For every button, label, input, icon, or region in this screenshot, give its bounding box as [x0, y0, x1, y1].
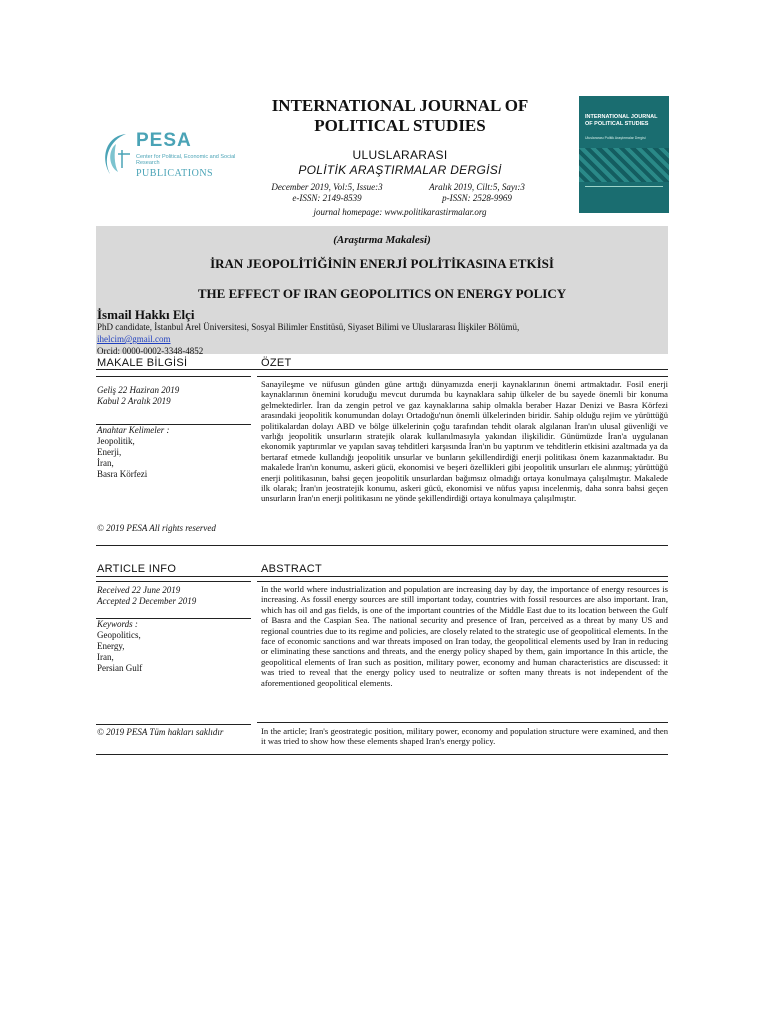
cover-divider — [585, 186, 663, 187]
divider — [96, 724, 251, 725]
article-type: (Araştırma Makalesi) — [333, 234, 431, 246]
logo-subtitle: Center for Political, Economic and Social Research — [136, 154, 236, 166]
ozet-text: Sanayileşme ve nüfusun günden güne arttığı dünyamızda enerji kaynaklarının önemi artmaktadır. Fosil enerji kaynaklarının önemini koruduğu mevcut durumda bu kaynaklara sahip ülkeler de bu sayede önemli bir konuma gelmektedirler. İran da zengin petrol ve gaz kaynaklarına sahip olmakla beraber Hazar Denizi ve Basra Körfezi arasındaki jeopolitik konumundan dolayı Ortadoğu'nun önemli ülkelerinden biridir. Sahip olduğu rejim ve yürüttüğü politikalardan dolayı ABD ve bölge ülkelerinin çoğu tarafından tehdit olarak algılanan İran'ın ulusal güvenliği ve varlığı jeopolitik unsurların stratejik olarak kullanılmasıyla yakından ilişkilidir. Günümüzde İran'a uygulanan ekonomik yaptırımlar ve yapılan savaş tehditleri karşısında İran'ın bu yaptırım ve tehditlerin etkisini azaltmada ya da bertaraf etmede kullandığı jeopolitik unsurlar ve bunların şekillendirdiği enerji politikası önem kazanmaktadır. Bu makalede İran'ın konumu, askeri gücü, ekonomisi ve beşeri özellikleri gibi jeopolitik unsurları ele alınmış; yürüttüğü enerji politikasının, bahsi geçen jeopolitik unsurlardan bağımsız olmadığı ortaya konulmaya çalışılmıştır. Makalede ilk olarak; İran'ın jeostratejik konumu, askeri gücü, ekonomisi ve nüfus yapısı incelenmiş, daha sonra bahsi geçen unsurların İran'ın enerji politikasını ne yönde şekillendirdiği ortaya konulmaya çalışılmıştır. — [261, 379, 668, 504]
keyword: Basra Körfezi — [97, 469, 148, 479]
en-keywords — [97, 619, 257, 674]
divider — [257, 581, 668, 582]
keyword: İran, — [97, 458, 114, 468]
logo-brand: PESA — [136, 130, 192, 151]
article-title-tr: İRAN JEOPOLİTİĞİNİN ENERJİ POLİTİKASINA ETKİSİ — [210, 256, 554, 271]
issue-info-en — [257, 182, 397, 204]
tr-copyright-text: © 2019 PESA All rights reserved — [97, 523, 216, 533]
en-dates — [97, 585, 257, 607]
tr-keywords-label: Anahtar Kelimeler : — [97, 425, 170, 435]
cover-subtitle: Uluslararası Politik Araştırmalar Dergisi — [585, 136, 646, 140]
abstract-heading: ABSTRACT — [261, 563, 323, 575]
issue-info-tr — [407, 182, 547, 204]
en-received: Received 22 June 2019 — [97, 585, 181, 595]
en-accepted: Accepted 2 December 2019 — [97, 596, 197, 606]
issue-en: December 2019, Vol:5, Issue:3 — [271, 182, 383, 192]
journal-title-tr-1: ULUSLARARASI — [352, 148, 448, 162]
tr-keywords — [97, 425, 257, 480]
divider — [257, 376, 668, 377]
keyword: Iran, — [97, 652, 114, 662]
tr-dates — [97, 385, 257, 407]
abstract-text: In the world where industrialization and population are increasing day by day, the importance of energy resources is increasing. As fossil energy sources are still important today, countries with fossil resources are also important. Iran, which has oil and gas fields, is one of the important countries of the Middle East due to its location between the Gulf of Basra and the Caspian Sea. The national security and presence of Iran, perceived as a threat by many US and regional countries due to its regime and policies, are closely related to the strategic use of geopolitical elements. In the face of economic sanctions and war threats imposed on Iran today, the geopolitical elements used by Iran in reducing or eliminating these sanctions and threats, and the energy policy shaped by them, gain importance In this article, the geopolitical elements of Iran such as position, military power, economy and human characteristics are discussed: it was tried to reveal that the energy policy used to neutralize or soften many threats is not independent of the aforementioned geopolitical elements. — [261, 584, 668, 688]
keyword: Energy, — [97, 641, 125, 651]
ozet-heading: ÖZET — [261, 357, 292, 369]
en-copyright — [97, 727, 257, 738]
issn-p: p-ISSN: 2528-9969 — [442, 193, 512, 203]
cover-title: INTERNATIONAL JOURNAL OF POLITICAL STUDIES — [585, 114, 658, 127]
author-email-link[interactable]: ihelcim@gmail.com — [97, 334, 171, 344]
article-title-en: THE EFFECT OF IRAN GEOPOLITICS ON ENERGY POLICY — [197, 286, 567, 301]
keyword: Geopolitics, — [97, 630, 141, 640]
makale-bilgisi-heading: MAKALE BİLGİSİ — [97, 357, 188, 369]
keyword: Jeopolitik, — [97, 436, 135, 446]
pesa-globe-icon — [96, 128, 136, 188]
pesa-logo — [96, 128, 236, 188]
article-info-heading: ARTICLE INFO — [97, 563, 177, 575]
author-orcid: Orcid: 0000-0002-3348-4852 — [97, 346, 204, 356]
en-copyright-text: © 2019 PESA Tüm hakları saklıdır — [97, 727, 224, 737]
divider — [96, 581, 251, 582]
cover-pattern — [579, 148, 669, 182]
journal-title: INTERNATIONAL JOURNAL OF POLITICAL STUDIES — [271, 96, 529, 135]
logo-publications: PUBLICATIONS — [136, 168, 214, 179]
issue-tr: Aralık 2019, Cilt:5, Sayı:3 — [429, 182, 525, 192]
tr-received: Geliş 22 Haziran 2019 — [97, 385, 180, 395]
journal-homepage[interactable]: journal homepage: www.politikarastirmalar.org — [313, 207, 487, 217]
author-name: İsmail Hakkı Elçi — [97, 307, 195, 322]
tr-accepted: Kabul 2 Aralık 2019 — [97, 396, 171, 406]
journal-title-tr-2: POLİTİK ARAŞTIRMALAR DERGİSİ — [298, 163, 502, 177]
divider — [96, 545, 668, 546]
abstract-text-2: In the article; Iran's geostrategic position, military power, economy and population structure were examined, and then it was tried to show how these elements shaped Iran's energy policy. — [261, 726, 668, 747]
divider — [257, 722, 668, 723]
divider — [96, 754, 668, 755]
author-affiliation: PhD candidate, İstanbul Arel Üniversitesi, Sosyal Bilimler Enstitüsü, Siyaset Bilimi ve Uluslararası İlişkiler Bölümü, — [97, 322, 520, 332]
journal-cover-image — [579, 96, 669, 213]
issn-e: e-ISSN: 2149-8539 — [292, 193, 362, 203]
keyword: Enerji, — [97, 447, 122, 457]
tr-copyright — [97, 523, 257, 534]
divider — [96, 576, 668, 577]
keyword: Persian Gulf — [97, 663, 143, 673]
divider — [96, 376, 251, 377]
divider — [96, 369, 668, 370]
en-keywords-label: Keywords : — [97, 619, 138, 629]
